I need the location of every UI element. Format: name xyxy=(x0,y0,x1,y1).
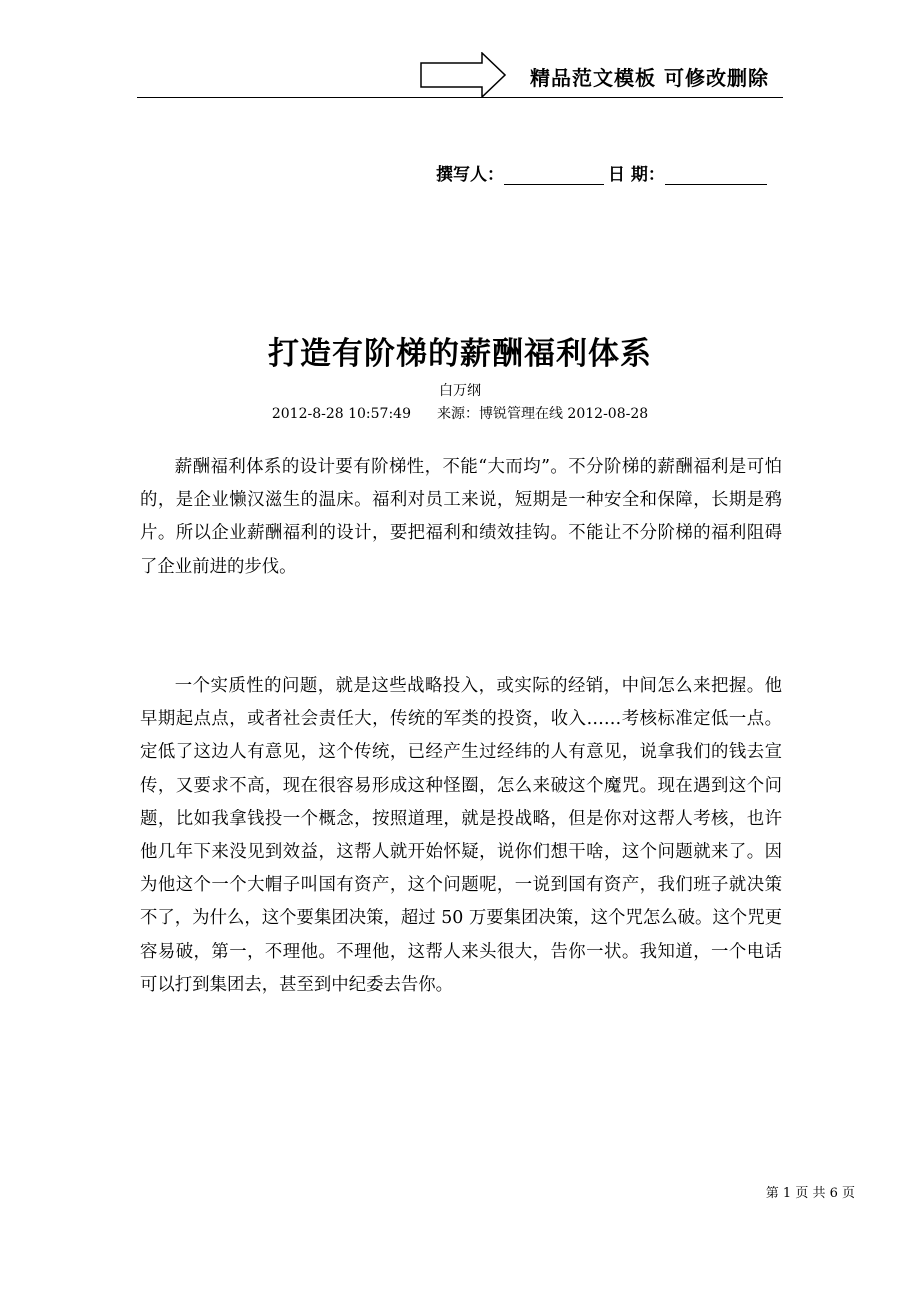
article-paragraph: 一个实质性的问题，就是这些战略投入，或实际的经销，中间怎么来把握。他早期起点点，或者社会责任大，传统的军类的投资，收入……考核标准定低一点。定低了这边人有意见，这个传统，已经产生过经纬的人有意见，说拿我们的钱去宣传，又要求不高，现在很容易形成这种怪圈，怎么来破这个魔咒。现在遇到这个问题，比如我拿钱投一个概念，按照道理，就是投战略，但是你对这帮人考核，也许他几年下来没见到效益，这帮人就开始怀疑，说你们想干啥，这个问题就来了。因为他这个一个大帽子叫国有资产，这个问题呢，一说到国有资产，我们班子就决策不了，为什么，这个要集团决策，超过 50 万要集团决策，这个咒怎么破。这个咒更容易破，第一，不理他。不理他，这帮人来头很大，告你一状。我知道，一个电话可以打到集团去，甚至到中纪委去告你。 xyxy=(140,676,782,995)
page-number: 第 1 页 共 6 页 xyxy=(765,1186,855,1201)
article-meta xyxy=(137,403,783,423)
article-title: 打造有阶梯的薪酬福利体系 xyxy=(268,336,652,372)
article-author: 白万纲 xyxy=(439,383,481,399)
header-divider xyxy=(137,97,783,98)
author-blank xyxy=(504,166,604,185)
signature-line xyxy=(436,160,767,185)
arrow-icon xyxy=(420,52,506,98)
date-label: 日 期： xyxy=(608,165,665,185)
header-banner: 精品范文模板 可修改删除 xyxy=(530,66,769,90)
article-source: 来源：博锐管理在线 2012-08-28 xyxy=(436,406,649,422)
author-label: 撰写人： xyxy=(436,165,504,185)
article-datetime: 2012-8-28 10:57:49 xyxy=(271,406,411,422)
article-paragraph: 薪酬福利体系的设计要有阶梯性，不能“大而均”。不分阶梯的薪酬福利是可怕的，是企业懒汉滋生的温床。福利对员工来说，短期是一种安全和保障，长期是鸦片。所以企业薪酬福利的设计，要把福利和绩效挂钩。不能让不分阶梯的福利阻碍了企业前进的步伐。 xyxy=(140,457,782,577)
date-blank xyxy=(665,166,767,185)
